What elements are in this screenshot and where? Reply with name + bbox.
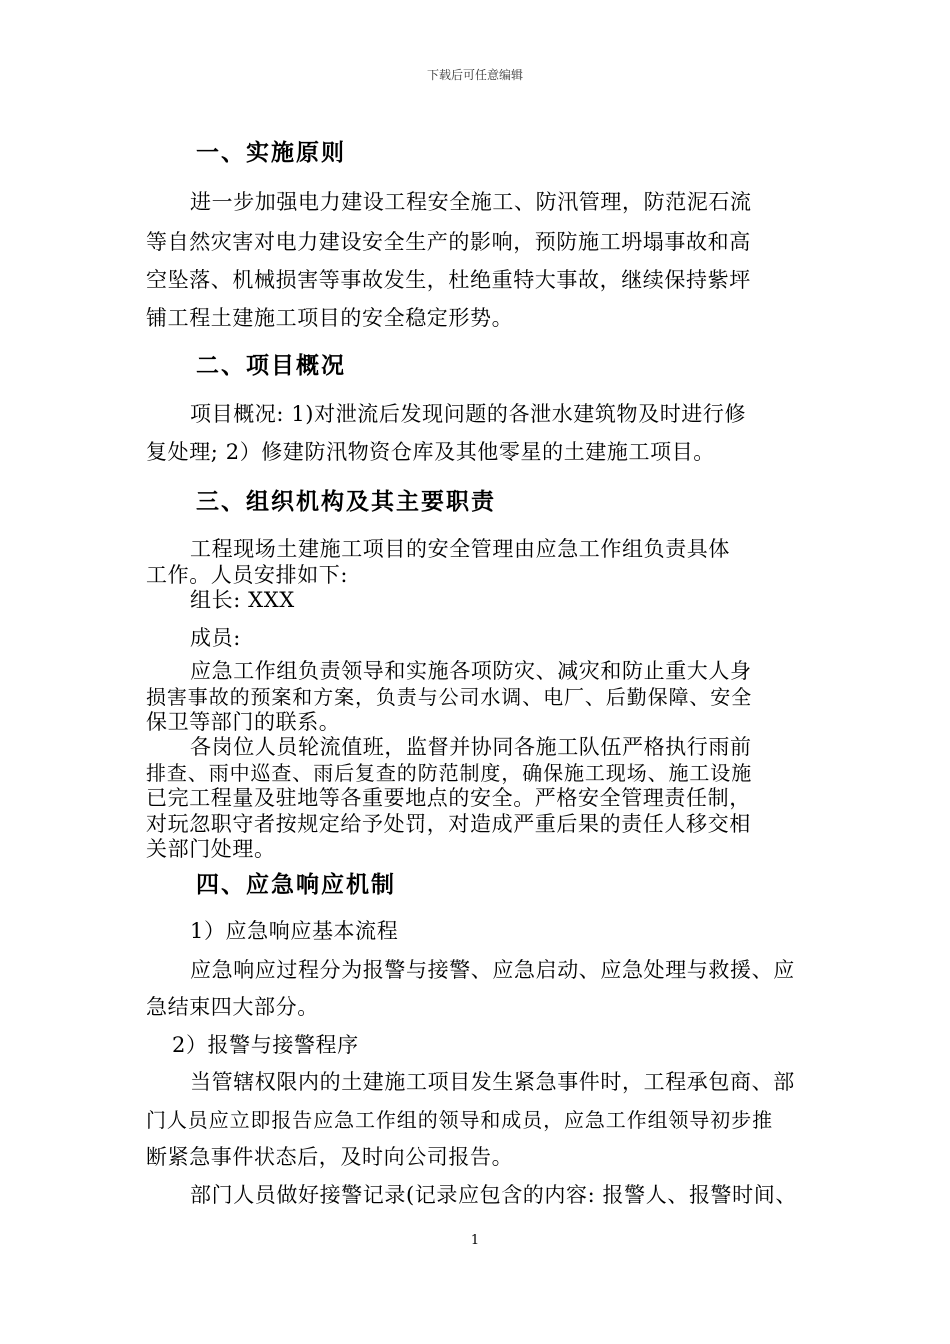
paragraph-line: 进一步加强电力建设工程安全施工、防汛管理，防范泥石流: [190, 190, 752, 214]
page-header: 下载后可任意编辑: [426, 68, 523, 82]
paragraph-line: 复处理; 2）修建防汛物资仓库及其他零星的土建施工项目。: [146, 440, 715, 464]
paragraph-line: 损害事故的预案和方案，负责与公司水调、电厂、后勤保障、安全: [146, 685, 753, 709]
paragraph-line: 应急响应过程分为报警与接警、应急启动、应急处理与救援、应: [190, 958, 795, 982]
paragraph-line: 铺工程土建施工项目的安全稳定形势。: [146, 306, 514, 330]
paragraph-line: 关部门处理。: [146, 837, 276, 861]
section-heading-1: 一、实施原则: [196, 140, 346, 166]
paragraph-line: 排查、雨中巡查、雨后复查的防范制度，确保施工现场、施工设施: [146, 761, 753, 785]
section-heading-2: 二、项目概况: [196, 353, 346, 379]
paragraph-line: 已完工程量及驻地等各重要地点的安全。严格安全管理责任制，: [146, 786, 751, 810]
section-heading-3: 三、组织机构及其主要职责: [196, 489, 496, 515]
paragraph-line: 应急工作组负责领导和实施各项防灾、减灾和防止重大人身: [190, 659, 752, 683]
paragraph-line: 断紧急事件状态后，及时向公司报告。: [146, 1145, 514, 1169]
paragraph-line: 工程现场土建施工项目的安全管理由应急工作组负责具体: [190, 537, 730, 561]
paragraph-line: 等自然灾害对电力建设安全生产的影响，预防施工坍塌事故和高: [146, 230, 751, 254]
subsection-heading: 1）应急响应基本流程: [190, 919, 399, 943]
paragraph-line: 空坠落、机械损害等事故发生，杜绝重特大事故，继续保持紫坪: [146, 268, 751, 292]
paragraph-line: 对玩忽职守者按规定给予处罚，对造成严重后果的责任人移交相: [146, 812, 751, 836]
paragraph-line: 部门人员做好接警记录(记录应包含的内容: 报警人、报警时间、: [190, 1183, 797, 1207]
team-members-line: 成员:: [190, 626, 241, 650]
paragraph-line: 保卫等部门的联系。: [146, 710, 341, 734]
section-heading-4: 四、应急响应机制: [196, 872, 396, 898]
page-number: 1: [470, 1233, 480, 1248]
subsection-heading: 2）报警与接警程序: [172, 1033, 359, 1057]
paragraph-line: 急结束四大部分。: [146, 995, 319, 1019]
paragraph-line: 工作。人员安排如下:: [146, 563, 349, 587]
paragraph-line: 当管辖权限内的土建施工项目发生紧急事件时，工程承包商、部: [190, 1070, 795, 1094]
paragraph-line: 门人员应立即报告应急工作组的领导和成员，应急工作组领导初步推: [146, 1108, 773, 1132]
paragraph-line: 项目概况: 1)对泄流后发现问题的各泄水建筑物及时进行修: [190, 402, 747, 426]
paragraph-line: 各岗位人员轮流值班，监督并协同各施工队伍严格执行雨前: [190, 735, 752, 759]
team-leader-line: 组长: XXX: [190, 588, 295, 612]
